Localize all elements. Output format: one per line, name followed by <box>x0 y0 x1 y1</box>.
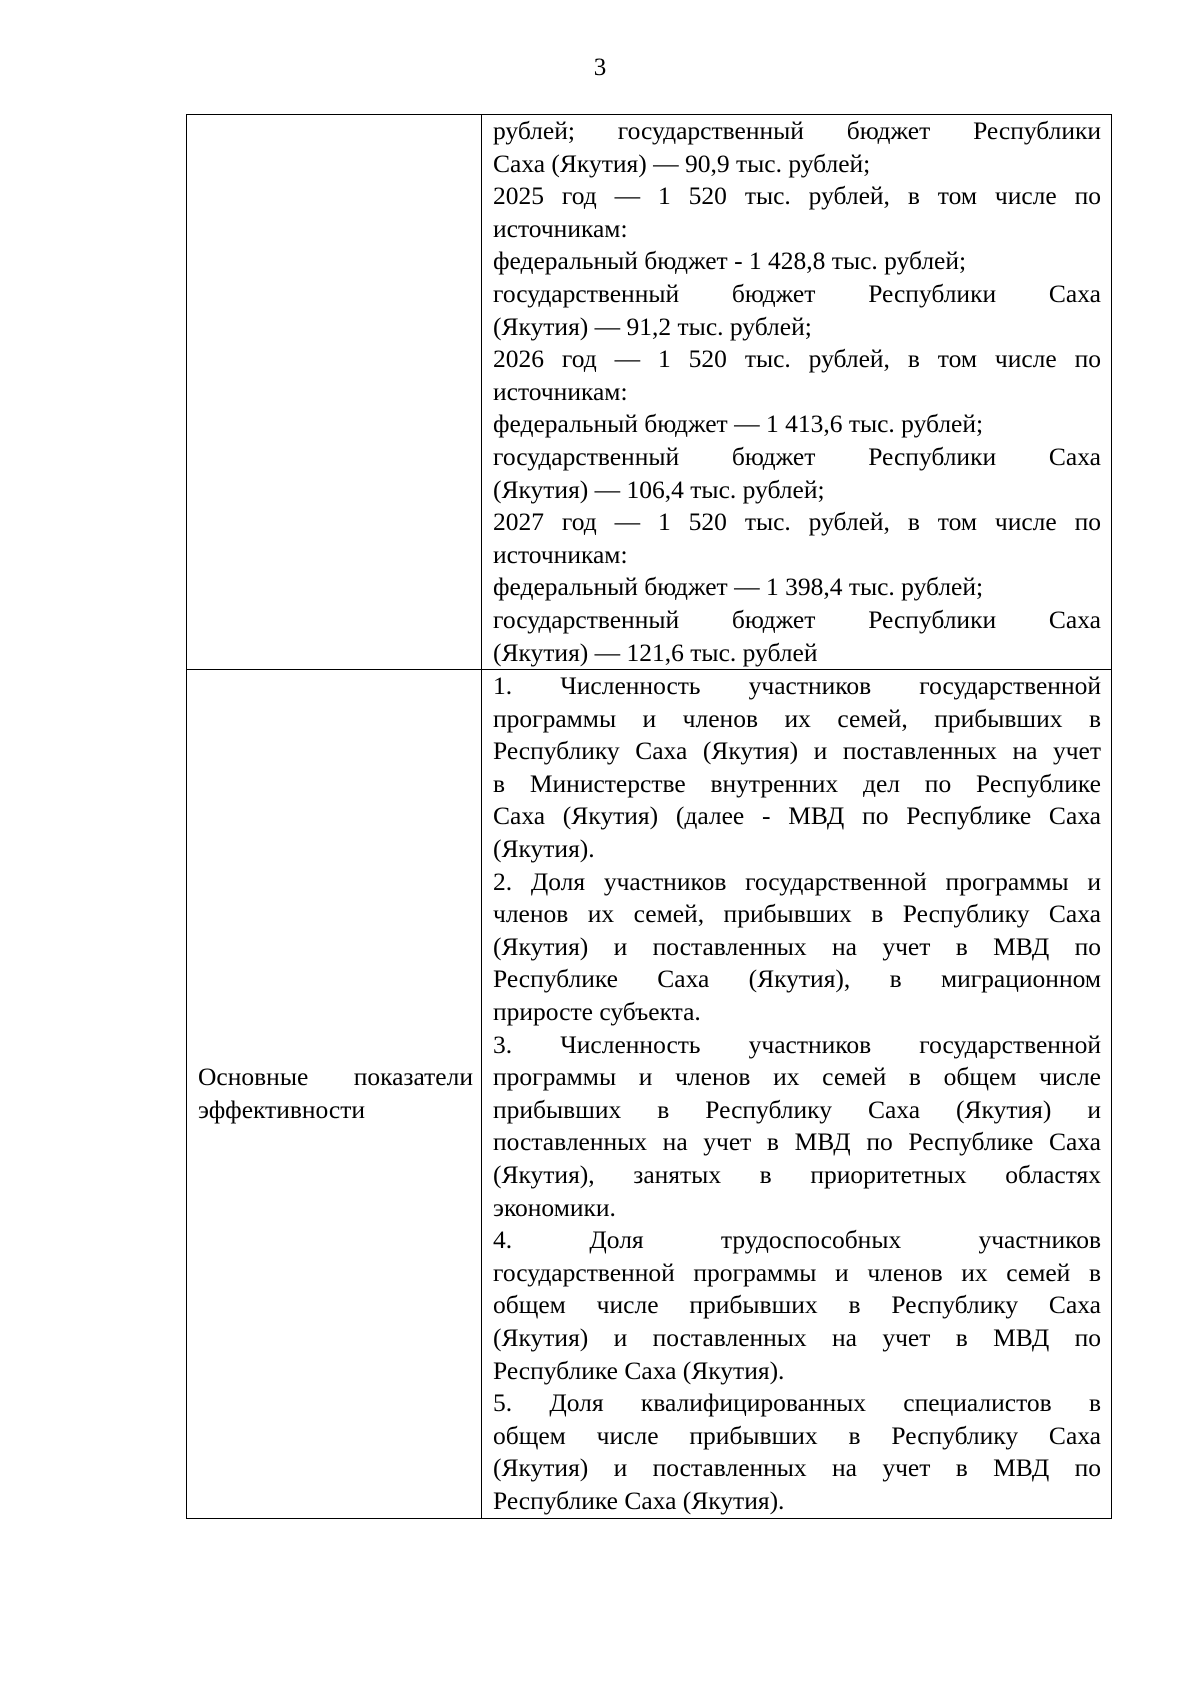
text-line: 2026 год — 1 520 тыс. рублей, в том числе по <box>493 344 1101 374</box>
text-line: 4. Доля трудоспособных участников <box>493 1225 1101 1255</box>
text-line: федеральный бюджет - 1 428,8 тыс. рублей; <box>493 246 967 276</box>
text-line: государственный бюджет Республики Саха <box>493 604 1101 634</box>
text-line: в Министерстве внутренних дел по Республике <box>493 768 1101 798</box>
text-line: членов их семей, прибывших в Республику Саха <box>493 899 1101 929</box>
financing-text <box>482 115 1111 669</box>
text-line: общем числе прибывших в Республику Саха <box>493 1420 1101 1450</box>
text-line: 2. Доля участников государственной программы и <box>493 866 1101 896</box>
text-line: (Якутия) и поставленных на учет в МВД по <box>493 931 1101 961</box>
text-line: 2025 год — 1 520 тыс. рублей, в том числе по <box>493 181 1101 211</box>
text-line: экономики. <box>493 1192 616 1222</box>
row-label: Основные показатели эффективности <box>198 1062 473 1124</box>
text-line: федеральный бюджет — 1 413,6 тыс. рублей; <box>493 409 984 439</box>
text-line: прибывших в Республику Саха (Якутия) и <box>493 1094 1101 1124</box>
text-line: 3. Численность участников государственной <box>493 1029 1101 1059</box>
row-label-cell-indicators <box>187 670 482 1518</box>
text-line: (Якутия) и поставленных на учет в МВД по <box>493 1322 1101 1352</box>
text-line: Республику Саха (Якутия) и поставленных на учет <box>493 736 1101 766</box>
text-line: рублей; государственный бюджет Республики <box>493 116 1101 145</box>
row-value-cell-financing <box>482 115 1112 670</box>
text-line: государственный бюджет Республики Саха <box>493 441 1101 471</box>
passport-table <box>186 114 1112 1519</box>
table-row-financing <box>187 115 1112 670</box>
text-line: государственный бюджет Республики Саха <box>493 278 1101 308</box>
table-row-indicators <box>187 670 1112 1518</box>
text-line: источникам: <box>493 213 628 243</box>
text-line: (Якутия) и поставленных на учет в МВД по <box>493 1453 1101 1483</box>
text-line: общем числе прибывших в Республику Саха <box>493 1290 1101 1320</box>
text-line: (Якутия), занятых в приоритетных областях <box>493 1160 1101 1189</box>
text-line: программы и членов их семей в общем числе <box>493 1062 1101 1092</box>
text-line: (Якутия) — 121,6 тыс. рублей <box>493 637 818 667</box>
text-line: 2027 год — 1 520 тыс. рублей, в том числе по <box>493 507 1101 537</box>
row-value-cell-indicators <box>482 670 1112 1518</box>
text-line: (Якутия). <box>493 834 595 864</box>
text-line: программы и членов их семей, прибывших в <box>493 703 1101 733</box>
text-line: федеральный бюджет — 1 398,4 тыс. рублей; <box>493 572 984 602</box>
indicators-text <box>482 670 1111 1517</box>
row-label-cell-financing <box>187 115 482 670</box>
text-line: (Якутия) — 91,2 тыс. рублей; <box>493 311 812 341</box>
text-line: источникам: <box>493 376 628 406</box>
text-line: 5. Доля квалифицированных специалистов в <box>493 1388 1101 1418</box>
text-line: Саха (Якутия) — 90,9 тыс. рублей; <box>493 148 871 178</box>
text-line: Саха (Якутия) (далее - МВД по Республике Саха <box>493 801 1101 831</box>
text-line: Республике Саха (Якутия). <box>493 1355 785 1385</box>
text-line: приросте субъекта. <box>493 997 701 1027</box>
text-line: поставленных на учет в МВД по Республике Саха <box>493 1127 1101 1157</box>
page-number: 3 <box>593 54 607 81</box>
text-line: Республике Саха (Якутия). <box>493 1485 785 1515</box>
text-line: Республике Саха (Якутия), в миграционном <box>493 964 1101 994</box>
text-line: 1. Численность участников государственной <box>493 671 1101 701</box>
text-line: государственной программы и членов их семей в <box>493 1257 1101 1287</box>
text-line: источникам: <box>493 539 628 569</box>
text-line: (Якутия) — 106,4 тыс. рублей; <box>493 474 825 504</box>
